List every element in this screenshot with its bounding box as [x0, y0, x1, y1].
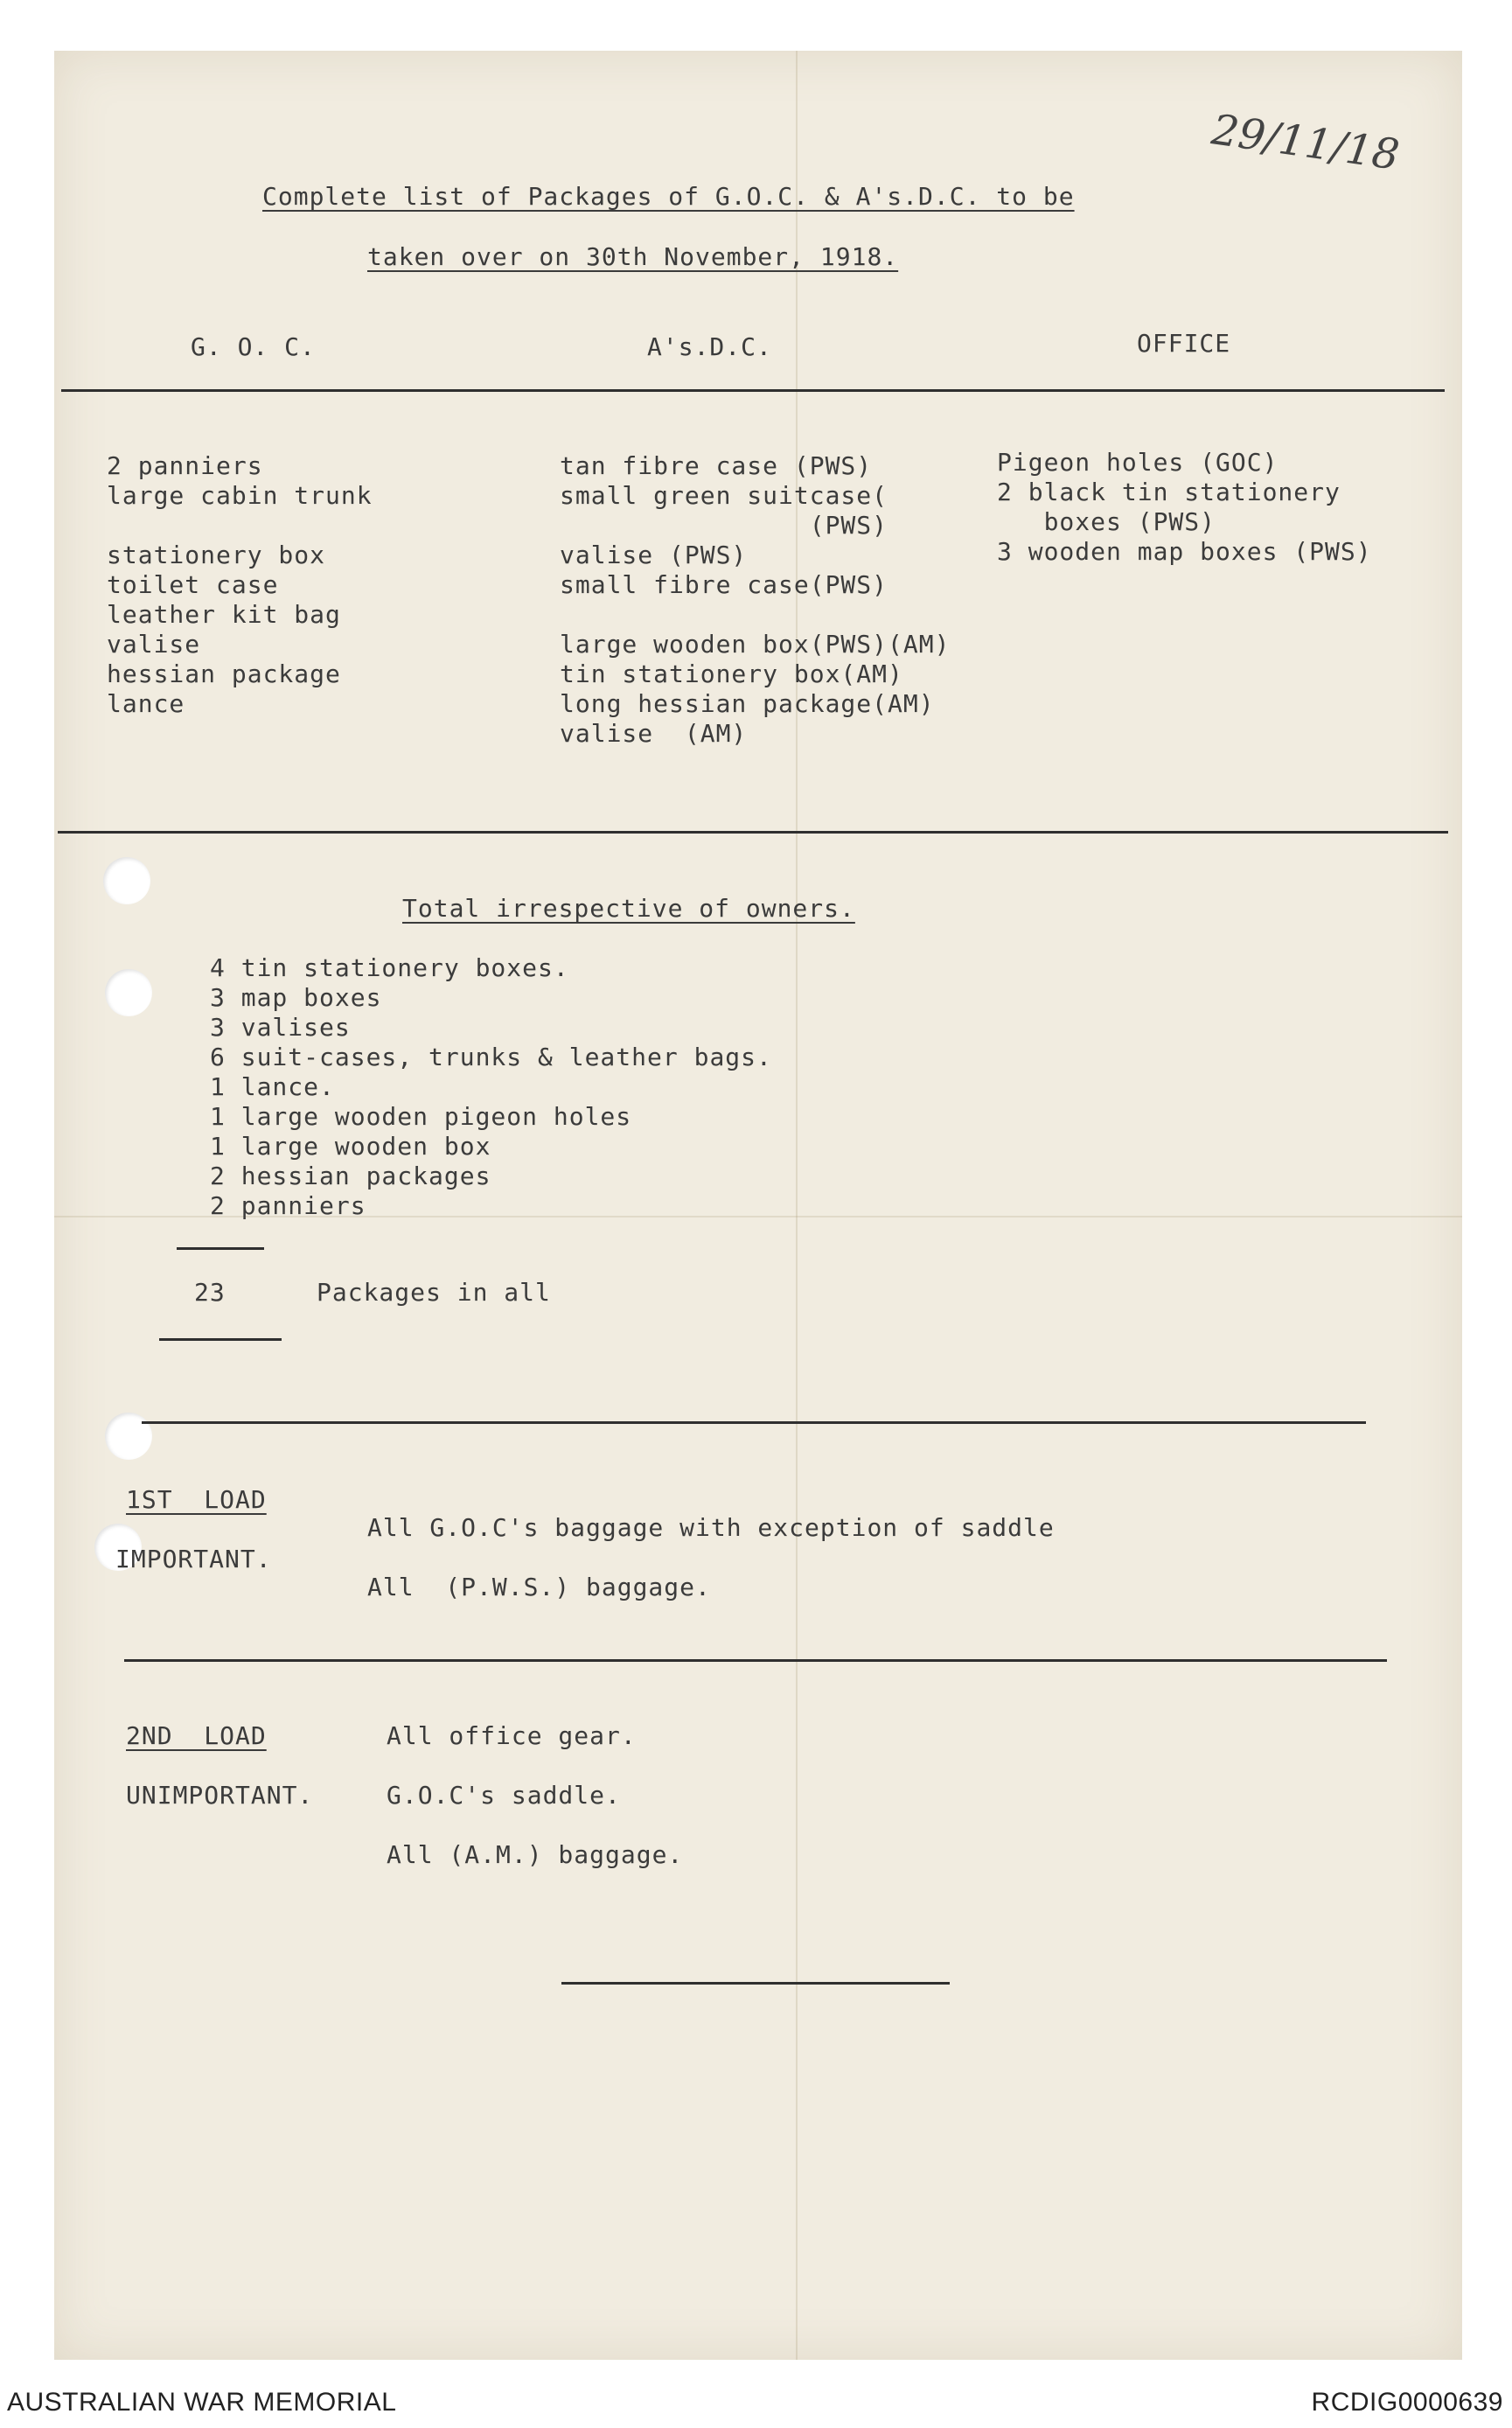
list-item: Pigeon holes (GOC): [997, 448, 1279, 477]
load2-priority: UNIMPORTANT.: [126, 1781, 314, 1810]
list-item: 1 lance.: [210, 1072, 335, 1101]
list-item: toilet case: [107, 570, 279, 599]
header-office: OFFICE: [1137, 329, 1231, 358]
list-item: 1 large wooden box: [210, 1132, 491, 1161]
totals-list: [210, 953, 772, 1221]
footer-institution: AUSTRALIAN WAR MEMORIAL: [7, 2388, 397, 2417]
divider: [58, 831, 1448, 834]
list-item: hessian package: [107, 659, 341, 688]
load1-line: All G.O.C's baggage with exception of saddle: [367, 1513, 1055, 1542]
list-item: 6 suit-cases, trunks & leather bags.: [210, 1043, 772, 1071]
list-item: 1 large wooden pigeon holes: [210, 1102, 632, 1131]
list-item: 2 panniers: [210, 1191, 366, 1220]
list-item: 3 valises: [210, 1013, 351, 1042]
fold-crease: [796, 51, 798, 2360]
load1-label: 1ST LOAD: [126, 1485, 267, 1514]
list-item: [560, 600, 950, 630]
list-item: lance: [107, 689, 185, 718]
list-item: leather kit bag: [107, 600, 341, 629]
load1-priority: IMPORTANT.: [115, 1545, 272, 1573]
handwritten-date: 29/11/18: [1209, 105, 1403, 180]
list-item: boxes (PWS): [997, 507, 1216, 536]
total-label: Packages in all: [317, 1278, 551, 1307]
list-item: small green suitcase(: [560, 481, 888, 510]
list-item: 4 tin stationery boxes.: [210, 953, 569, 982]
goc-list: [107, 451, 373, 719]
list-item: 2 hessian packages: [210, 1162, 491, 1190]
sum-rule: [177, 1247, 264, 1250]
load1-line: All (P.W.S.) baggage.: [367, 1573, 711, 1601]
end-rule: [561, 1982, 950, 1985]
list-item: small fibre case(PWS): [560, 570, 888, 599]
title-line-2: taken over on 30th November, 1918.: [367, 242, 899, 271]
footer-id: RCDIG0000639: [1311, 2388, 1503, 2417]
divider: [142, 1421, 1366, 1424]
list-item: stationery box: [107, 541, 326, 569]
header-adc: A's.D.C.: [647, 332, 772, 361]
adc-list: [560, 451, 950, 749]
list-item: large cabin trunk: [107, 481, 373, 510]
list-item: tan fibre case (PWS): [560, 451, 873, 480]
title-line-1: Complete list of Packages of G.O.C. & A's.D.C. to be: [262, 182, 1075, 211]
punch-hole: [105, 969, 152, 1016]
list-item: tin stationery box(AM): [560, 659, 903, 688]
list-item: 3 wooden map boxes (PWS): [997, 537, 1372, 566]
list-item: large wooden box(PWS)(AM): [560, 630, 951, 659]
list-item: valise (AM): [560, 719, 748, 748]
load2-line: All office gear.: [387, 1721, 637, 1750]
sum-rule: [159, 1338, 282, 1341]
load2-line: All (A.M.) baggage.: [387, 1840, 684, 1869]
list-item: (PWS): [560, 511, 888, 540]
list-item: 3 map boxes: [210, 983, 382, 1012]
list-item: 2 black tin stationery: [997, 478, 1341, 506]
list-item: long hessian package(AM): [560, 689, 935, 718]
divider: [124, 1659, 1387, 1662]
list-item: valise (PWS): [560, 541, 748, 569]
punch-hole: [103, 857, 150, 904]
load2-label: 2ND LOAD: [126, 1721, 267, 1750]
load2-line: G.O.C's saddle.: [387, 1781, 621, 1810]
header-goc: G. O. C.: [191, 332, 316, 361]
list-item: valise: [107, 630, 201, 659]
list-item: [107, 511, 373, 541]
divider: [61, 389, 1445, 392]
office-list: [997, 448, 1372, 567]
totals-heading: Total irrespective of owners.: [402, 894, 855, 923]
punch-hole: [105, 1413, 152, 1460]
total-count: 23: [194, 1278, 226, 1307]
list-item: 2 panniers: [107, 451, 263, 480]
